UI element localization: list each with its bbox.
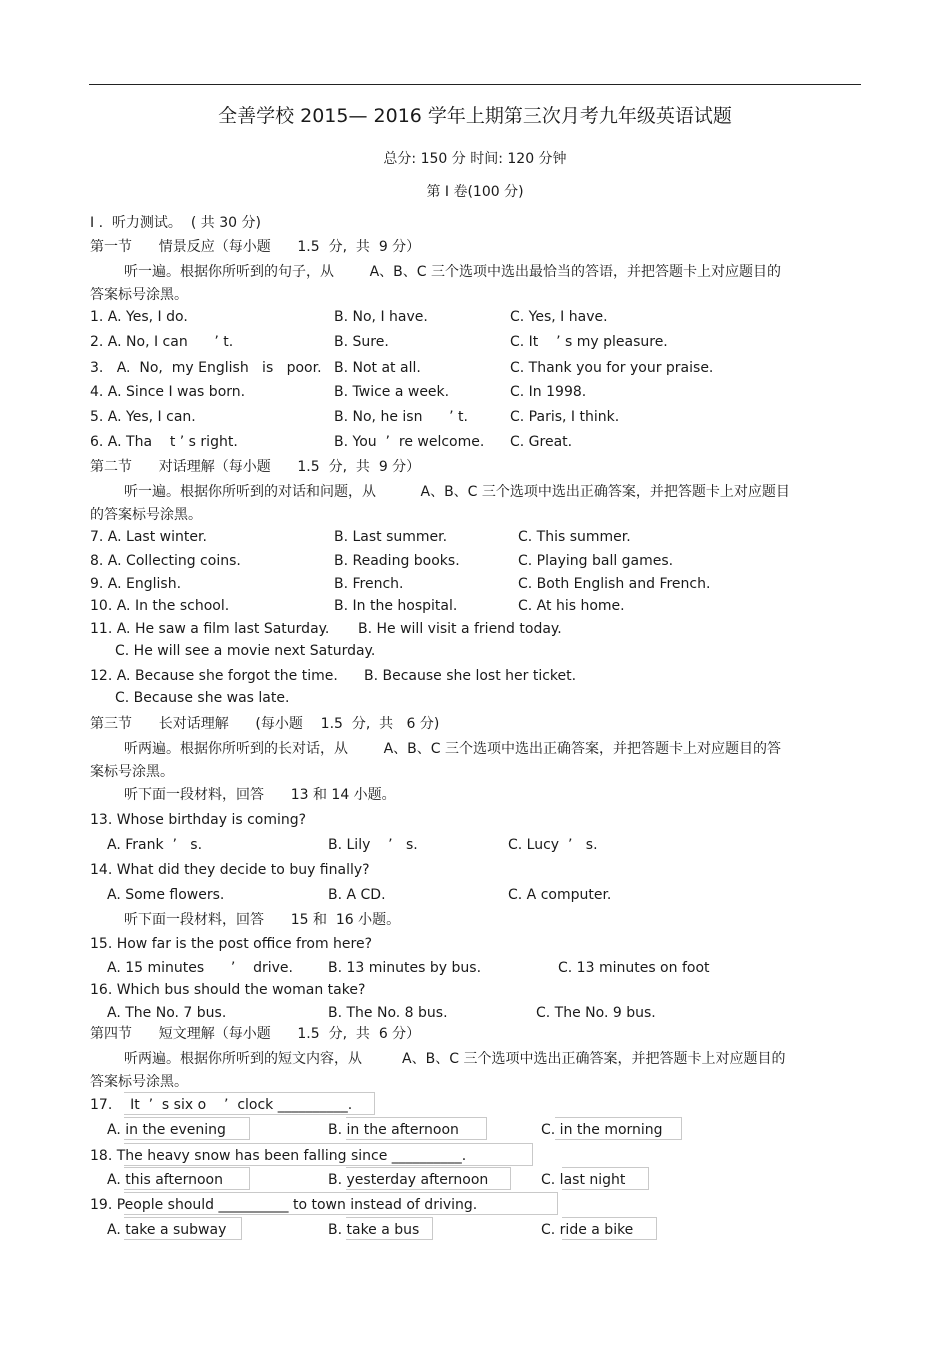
- q12-option-a: 12. A. Because she forgot the time.: [90, 668, 338, 684]
- part2-instruction-cont: 的答案标号涂黑。: [90, 507, 202, 523]
- listen-note-15-16: 听下面一段材料，回答 15 和 16 小题。: [124, 912, 401, 928]
- q8-option-c: C. Playing ball games.: [518, 553, 674, 569]
- part4-heading: 第四节 短文理解（每小题 1.5 分, 共 6 分）: [90, 1026, 421, 1042]
- q18-option-c: C. last night: [541, 1172, 626, 1188]
- q11-option-c: C. He will see a movie next Saturday.: [115, 643, 376, 659]
- q4-option-a: 4. A. Since I was born.: [90, 384, 246, 400]
- q2-option-a: 2. A. No, I can ’ t.: [90, 334, 234, 350]
- q18-option-a: A. this afternoon: [107, 1172, 223, 1188]
- q3-option-b: B. Not at all.: [334, 360, 421, 376]
- q15-option-c: C. 13 minutes on foot: [558, 960, 710, 976]
- part3-heading: 第三节 长对话理解 (每小题 1.5 分, 共 6 分): [90, 716, 440, 732]
- volume-heading: 第 I 卷(100 分): [426, 184, 524, 200]
- q10-option-b: B. In the hospital.: [334, 598, 458, 614]
- q16-stem: 16. Which bus should the woman take?: [90, 982, 366, 998]
- q9-option-c: C. Both English and French.: [518, 576, 711, 592]
- q13-option-b: B. Lily ’ s.: [328, 837, 418, 853]
- q7-option-b: B. Last summer.: [334, 529, 448, 545]
- q19-option-c: C. ride a bike: [541, 1222, 634, 1238]
- q2-option-b: B. Sure.: [334, 334, 389, 350]
- section-heading: I . 听力测试。 ( 共 30 分): [90, 215, 261, 231]
- q15-option-a: A. 15 minutes ’ drive.: [107, 960, 293, 976]
- q1-option-c: C. Yes, I have.: [510, 309, 608, 325]
- q14-option-a: A. Some flowers.: [107, 887, 225, 903]
- q1-option-a: 1. A. Yes, I do.: [90, 309, 188, 325]
- q18-option-b: B. yesterday afternoon: [328, 1172, 489, 1188]
- score-time-line: 总分: 150 分 时间: 120 分钟: [383, 151, 567, 167]
- q1-option-b: B. No, I have.: [334, 309, 428, 325]
- q15-stem: 15. How far is the post office from here?: [90, 936, 373, 952]
- q16-option-c: C. The No. 9 bus.: [536, 1005, 656, 1021]
- q5-option-c: C. Paris, I think.: [510, 409, 620, 425]
- q6-option-b: B. You ’ re welcome.: [334, 434, 485, 450]
- part2-heading: 第二节 对话理解（每小题 1.5 分, 共 9 分）: [90, 459, 421, 475]
- part4-instruction-cont: 答案标号涂黑。: [90, 1074, 188, 1090]
- q2-option-c: C. It ’ s my pleasure.: [510, 334, 668, 350]
- q3-option-a: 3. A. No, my English is poor.: [90, 360, 322, 376]
- q3-option-c: C. Thank you for your praise.: [510, 360, 714, 376]
- q12-option-c: C. Because she was late.: [115, 690, 290, 706]
- q8-option-b: B. Reading books.: [334, 553, 460, 569]
- listen-note-13-14: 听下面一段材料，回答 13 和 14 小题。: [124, 787, 396, 803]
- page-title: 全善学校 2015— 2016 学年上期第三次月考九年级英语试题: [218, 105, 732, 127]
- part1-heading: 第一节 情景反应（每小题 1.5 分, 共 9 分）: [90, 239, 421, 255]
- q17-option-a: A. in the evening: [107, 1122, 226, 1138]
- q18-stem: 18. The heavy snow has been falling since __________.: [90, 1148, 467, 1164]
- q10-option-c: C. At his home.: [518, 598, 625, 614]
- part3-instruction-cont: 案标号涂黑。: [90, 764, 174, 780]
- top-rule: [89, 84, 861, 85]
- q9-option-b: B. French.: [334, 576, 404, 592]
- q12-option-b: B. Because she lost her ticket.: [364, 668, 577, 684]
- q17-option-b: B. in the afternoon: [328, 1122, 459, 1138]
- q7-option-c: C. This summer.: [518, 529, 631, 545]
- q17-option-c: C. in the morning: [541, 1122, 663, 1138]
- q5-option-b: B. No, he isn ’ t.: [334, 409, 468, 425]
- q9-option-a: 9. A. English.: [90, 576, 182, 592]
- q14-stem: 14. What did they decide to buy finally?: [90, 862, 370, 878]
- q4-option-c: C. In 1998.: [510, 384, 587, 400]
- part4-instruction: 听两遍。根据你所听到的短文内容，从 A、B、C 三个选项中选出正确答案，并把答题卡上对应题目的: [124, 1051, 786, 1067]
- part3-instruction: 听两遍。根据你所听到的长对话，从 A、B、C 三个选项中选出正确答案，并把答题卡上对应题目的答: [124, 741, 782, 757]
- q7-option-a: 7. A. Last winter.: [90, 529, 207, 545]
- q5-option-a: 5. A. Yes, I can.: [90, 409, 196, 425]
- q16-option-a: A. The No. 7 bus.: [107, 1005, 227, 1021]
- part2-instruction: 听一遍。根据你所听到的对话和问题，从 A、B、C 三个选项中选出正确答案，并把答题卡上对应题目: [124, 484, 790, 500]
- q6-option-c: C. Great.: [510, 434, 573, 450]
- q4-option-b: B. Twice a week.: [334, 384, 450, 400]
- part1-instruction-cont: 答案标号涂黑。: [90, 287, 188, 303]
- q8-option-a: 8. A. Collecting coins.: [90, 553, 241, 569]
- q17-stem: 17. It ’ s six o ’ clock __________.: [90, 1097, 353, 1113]
- q16-option-b: B. The No. 8 bus.: [328, 1005, 448, 1021]
- q11-option-a: 11. A. He saw a film last Saturday.: [90, 621, 330, 637]
- q10-option-a: 10. A. In the school.: [90, 598, 230, 614]
- q19-stem: 19. People should __________ to town instead of driving.: [90, 1197, 478, 1213]
- part1-instruction: 听一遍。根据你所听到的句子，从 A、B、C 三个选项中选出最恰当的答语，并把答题卡上对应题目的: [124, 264, 782, 280]
- q13-option-c: C. Lucy ’ s.: [508, 837, 598, 853]
- q19-option-a: A. take a subway: [107, 1222, 227, 1238]
- q15-option-b: B. 13 minutes by bus.: [328, 960, 482, 976]
- q13-option-a: A. Frank ’ s.: [107, 837, 203, 853]
- q11-option-b: B. He will visit a friend today.: [358, 621, 562, 637]
- q19-option-b: B. take a bus: [328, 1222, 420, 1238]
- q6-option-a: 6. A. Tha t ’ s right.: [90, 434, 238, 450]
- q14-option-c: C. A computer.: [508, 887, 612, 903]
- q14-option-b: B. A CD.: [328, 887, 386, 903]
- q13-stem: 13. Whose birthday is coming?: [90, 812, 307, 828]
